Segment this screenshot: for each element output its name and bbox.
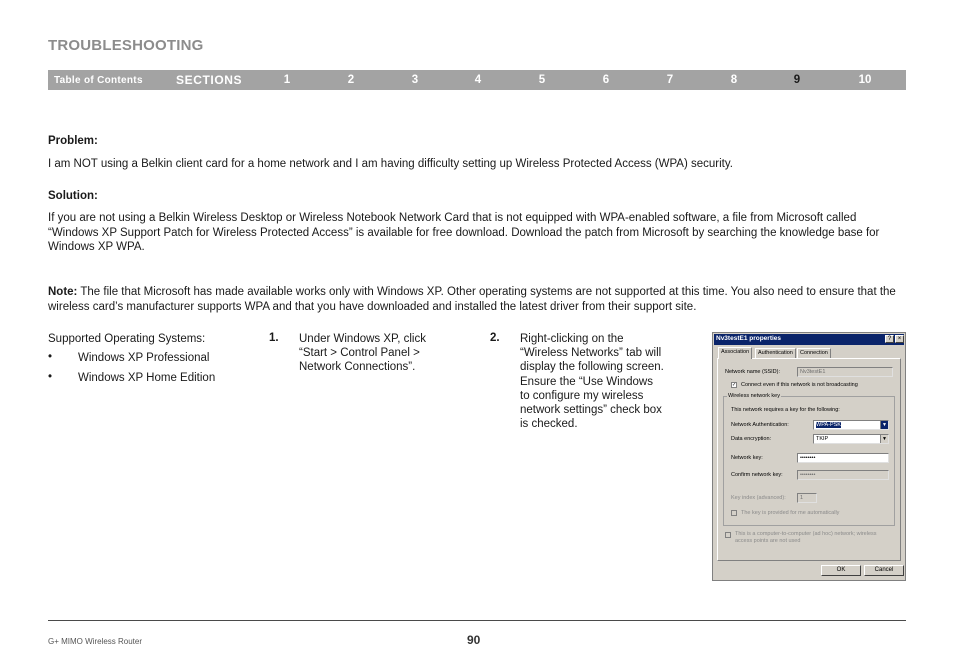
step-2-line: is checked. [520, 418, 578, 431]
network-key-label: Network key: [731, 455, 763, 461]
section-link-7[interactable]: 7 [666, 74, 674, 86]
table-of-contents-link[interactable]: Table of Contents [54, 75, 143, 86]
encryption-select[interactable] [813, 434, 889, 444]
network-key-group-label: Wireless network key [728, 393, 780, 399]
step-1-line: Under Windows XP, click [299, 333, 426, 345]
solution-text: If you are not using a Belkin Wireless Desktop or Wireless Notebook Network Card that is not equipped with WPA-enabled software, a file from Microsoft called “Windows XP Support Patch for Wireless Protected Access” is available for free download. Download the patch from Microsoft by searching the knowledge base for Windows XP WPA. [48, 212, 880, 253]
ssid-label: Network name (SSID): [725, 369, 781, 375]
os-heading: Supported Operating Systems: [48, 333, 206, 345]
bullet-marker: • [48, 371, 53, 383]
confirm-key-label: Confirm network key: [731, 472, 783, 478]
step-2-line: “Wireless Networks” tab will [520, 347, 662, 360]
section-nav-bar [48, 70, 906, 90]
os-item: Windows XP Home Edition [78, 372, 216, 384]
key-index-stepper[interactable]: 1 [797, 493, 817, 503]
network-key-field[interactable]: •••••••• [797, 453, 889, 463]
footer-product-name: G+ MIMO Wireless Router [48, 637, 143, 646]
step-2-text [520, 332, 664, 431]
section-link-2[interactable]: 2 [347, 74, 355, 86]
step-2-number: 2. [490, 332, 500, 344]
problem-label: Problem: [48, 135, 98, 147]
step-2-line: Ensure the “Use Windows [520, 375, 653, 388]
problem-text: I am NOT using a Belkin client card for a home network and I am having difficulty setting up Wireless Protected Access (WPA) security. [48, 158, 733, 170]
adhoc-label-line1: This is a computer-to-computer (ad hoc) network; wireless [735, 531, 877, 537]
encryption-value: TKIP [816, 436, 829, 442]
section-link-6[interactable]: 6 [602, 74, 610, 86]
ssid-field[interactable]: Nv3testE1 [797, 367, 893, 377]
step-1-text [299, 332, 426, 375]
step-2-line: Right-clicking on the [520, 333, 624, 345]
tab-authentication[interactable]: Authentication [755, 348, 796, 358]
section-link-5[interactable]: 5 [538, 74, 546, 86]
note-label: Note: [48, 286, 78, 298]
auto-key-label: The key is provided for me automatically [741, 510, 840, 516]
encryption-label: Data encryption: [731, 436, 772, 442]
tab-connection[interactable]: Connection [797, 348, 831, 358]
solution-label: Solution: [48, 190, 98, 202]
section-link-8[interactable]: 8 [730, 74, 738, 86]
step-1-number: 1. [269, 332, 279, 344]
connect-checkbox[interactable]: ✓ [732, 382, 737, 388]
connect-label: Connect even if this network is not broadcasting [741, 382, 858, 388]
step-2-line: display the following screen. [520, 361, 664, 374]
section-link-1[interactable]: 1 [283, 74, 291, 86]
chevron-down-icon[interactable]: ▼ [880, 435, 888, 443]
footer-divider [48, 620, 906, 621]
section-link-4[interactable]: 4 [474, 74, 482, 86]
note-paragraph [48, 285, 906, 314]
wireless-properties-dialog-screenshot [712, 332, 906, 581]
auth-select[interactable] [813, 420, 889, 430]
auth-value: WPA-PSK [816, 422, 841, 428]
help-icon[interactable]: ? [885, 335, 894, 343]
page-number: 90 [467, 633, 481, 647]
auth-label: Network Authentication: [731, 422, 789, 428]
cancel-button[interactable]: Cancel [864, 565, 904, 576]
ok-button[interactable]: OK [821, 565, 861, 576]
sections-label: SECTIONS [176, 73, 243, 87]
tab-association[interactable]: Association [718, 347, 752, 359]
dialog-title: Nv3testE1 properties [716, 335, 782, 342]
chevron-down-icon[interactable]: ▼ [880, 421, 888, 429]
step-1-line: “Start > Control Panel > [299, 347, 420, 360]
os-item: Windows XP Professional [78, 352, 210, 364]
requires-key-text: This network requires a key for the following: [731, 407, 840, 413]
step-2-line: network settings” check box [520, 404, 662, 417]
adhoc-checkbox[interactable] [725, 532, 731, 538]
section-title: TROUBLESHOOTING [48, 37, 204, 54]
step-1-line: Network Connections”. [299, 361, 416, 374]
section-link-9-current[interactable]: 9 [793, 74, 801, 86]
step-2-line: to configure my wireless [520, 389, 644, 402]
section-link-10[interactable]: 10 [858, 74, 872, 86]
bullet-marker: • [48, 351, 53, 363]
note-text: The file that Microsoft has made available works only with Windows XP. Other operating systems are not supported at this time. You also need to ensure that the wireless card’s manufacturer supports WPA and that you have downloaded and installed the latest driver from their support site. [48, 286, 896, 313]
section-link-3[interactable]: 3 [411, 74, 419, 86]
auto-key-checkbox[interactable] [731, 510, 737, 516]
close-icon[interactable]: × [895, 335, 904, 343]
dialog-titlebar [714, 334, 904, 345]
confirm-key-field[interactable]: •••••••• [797, 470, 889, 480]
key-index-label: Key index (advanced): [731, 495, 786, 501]
adhoc-label-line2: access points are not used [735, 538, 801, 544]
